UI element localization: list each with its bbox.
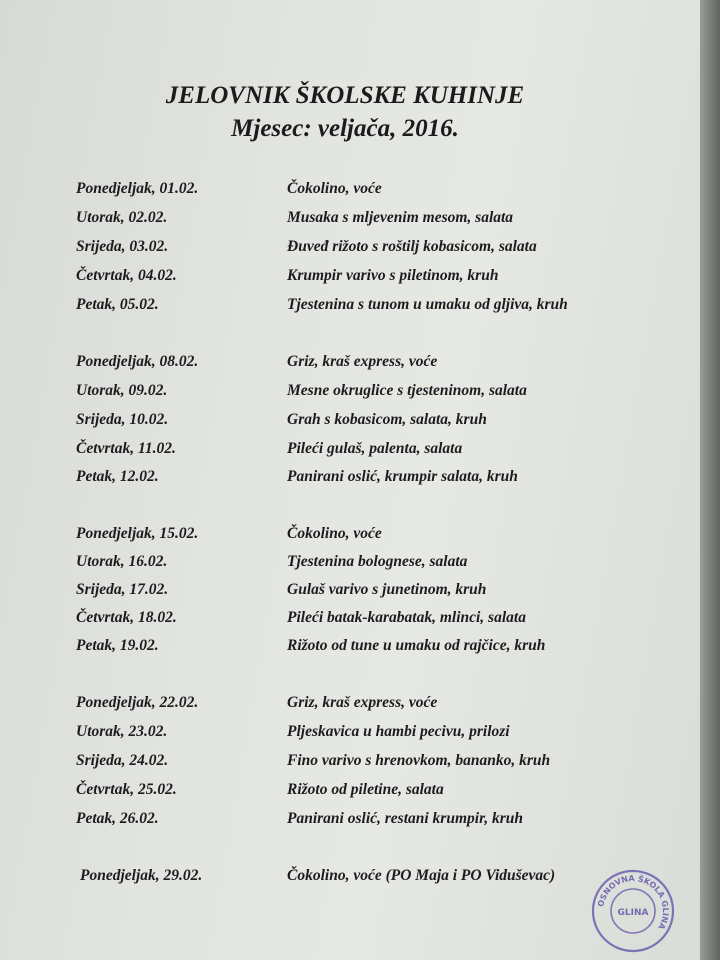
document-subtitle: Mjesec: veljača, 2016. (231, 115, 459, 142)
menu-day: Ponedjeljak, 01.02. (76, 180, 199, 197)
menu-day: Četvrtak, 25.02. (76, 781, 177, 798)
menu-row (0, 637, 700, 661)
menu-day: Ponedjeljak, 29.02. (80, 867, 203, 884)
menu-row (0, 440, 700, 464)
menu-meal: Musaka s mljevenim mesom, salata (287, 209, 514, 226)
menu-row (0, 238, 700, 262)
menu-day: Četvrtak, 11.02. (76, 440, 176, 457)
menu-row (0, 267, 700, 291)
menu-row (0, 525, 700, 549)
menu-row (0, 810, 700, 834)
wall-edge (700, 0, 720, 960)
school-stamp (590, 868, 676, 954)
menu-meal: Grah s kobasicom, salata, kruh (287, 411, 487, 428)
menu-row (0, 694, 700, 718)
menu-row (0, 581, 700, 605)
stamp-center-text: GLINA (617, 908, 649, 918)
menu-meal: Panirani oslić, restani krumpir, kruh (287, 810, 524, 827)
menu-day: Četvrtak, 18.02. (76, 609, 177, 626)
menu-meal: Pileći batak-karabatak, mlinci, salata (287, 609, 526, 626)
menu-row (0, 209, 700, 233)
menu-row (0, 609, 700, 633)
menu-day: Utorak, 16.02. (76, 553, 168, 570)
menu-meal: Rižoto od tune u umaku od rajčice, kruh (287, 637, 546, 654)
menu-meal: Tjestenina s tunom u umaku od gljiva, kruh (287, 296, 568, 313)
menu-meal: Đuveđ rižoto s roštilj kobasicom, salata (287, 238, 537, 255)
menu-day: Srijeda, 10.02. (76, 411, 169, 428)
menu-day: Utorak, 09.02. (76, 382, 168, 399)
menu-day: Utorak, 02.02. (76, 209, 168, 226)
menu-row (0, 180, 700, 204)
menu-row (0, 468, 700, 492)
menu-meal: Pljeskavica u hambi pecivu, prilozi (287, 723, 510, 740)
menu-meal: Mesne okruglice s tjesteninom, salata (287, 382, 527, 399)
menu-meal: Krumpir varivo s piletinom, kruh (287, 267, 499, 284)
menu-day: Petak, 12.02. (76, 468, 159, 485)
menu-day: Srijeda, 03.02. (76, 238, 169, 255)
menu-meal: Čokolino, voće (PO Maja i PO Viduševac) (287, 867, 556, 884)
menu-day: Petak, 19.02. (76, 637, 159, 654)
menu-row (0, 752, 700, 776)
menu-meal: Pileći gulaš, palenta, salata (287, 440, 463, 457)
menu-meal: Panirani oslić, krumpir salata, kruh (287, 468, 518, 485)
menu-meal: Griz, kraš express, voće (287, 694, 438, 711)
stamp-ring-text: OSNOVNA ŠKOLA GLINA (596, 873, 671, 931)
menu-day: Ponedjeljak, 22.02. (76, 694, 199, 711)
menu-day: Srijeda, 24.02. (76, 752, 169, 769)
menu-meal: Gulaš varivo s junetinom, kruh (287, 581, 487, 598)
menu-meal: Griz, kraš express, voće (287, 353, 438, 370)
document-title: JELOVNIK ŠKOLSKE KUHINJE (165, 82, 525, 109)
menu-day: Petak, 26.02. (76, 810, 159, 827)
menu-meal: Fino varivo s hrenovkom, bananko, kruh (287, 752, 551, 769)
menu-meal: Čokolino, voće (287, 180, 382, 197)
menu-row (0, 296, 700, 320)
menu-meal: Rižoto od piletine, salata (287, 781, 444, 798)
menu-day: Četvrtak, 04.02. (76, 267, 177, 284)
menu-row (0, 723, 700, 747)
menu-row (0, 382, 700, 406)
menu-meal: Tjestenina bolognese, salata (287, 553, 468, 570)
menu-day: Petak, 05.02. (76, 296, 159, 313)
menu-day: Ponedjeljak, 15.02. (76, 525, 199, 542)
menu-meal: Čokolino, voće (287, 525, 382, 542)
menu-row (0, 411, 700, 435)
menu-row (0, 781, 700, 805)
menu-day: Srijeda, 17.02. (76, 581, 169, 598)
menu-day: Utorak, 23.02. (76, 723, 168, 740)
menu-row (0, 353, 700, 377)
menu-day: Ponedjeljak, 08.02. (76, 353, 199, 370)
menu-row (0, 553, 700, 577)
